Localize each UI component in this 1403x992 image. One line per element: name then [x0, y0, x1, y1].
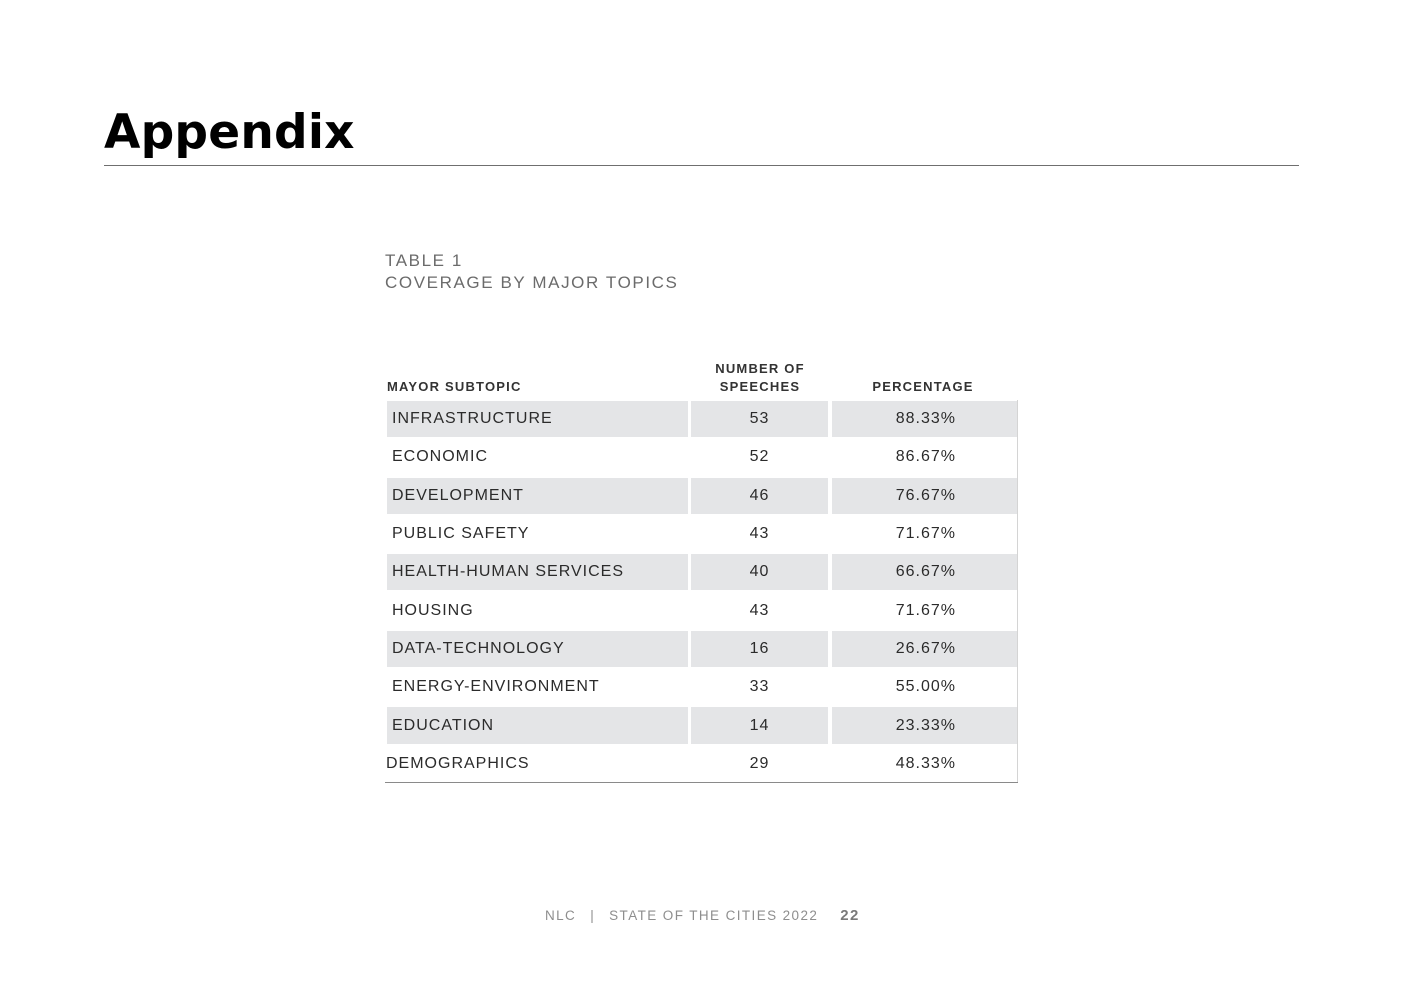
- table-row: [385, 591, 1018, 629]
- table-caption: [385, 250, 678, 294]
- table-row: [385, 706, 1018, 744]
- cell-percentage: 76.67%: [832, 478, 1017, 514]
- header-count-line2: SPEECHES: [719, 379, 801, 394]
- header-topic: MAYOR SUBTOPIC: [387, 379, 522, 394]
- footer-publication: STATE OF THE CITIES 2022: [609, 908, 819, 923]
- cell-count: 16: [691, 631, 828, 667]
- cell-count: 33: [749, 678, 770, 696]
- table-row: [385, 668, 1018, 706]
- page-number: 22: [840, 907, 860, 924]
- cell-percentage: 86.67%: [895, 448, 956, 466]
- cell-percentage: 71.67%: [895, 525, 956, 543]
- table-title: COVERAGE BY MAJOR TOPICS: [385, 273, 679, 292]
- cell-topic: HEALTH-HUMAN SERVICES: [387, 554, 688, 590]
- cell-percentage: 71.67%: [895, 601, 956, 619]
- table-right-border: [1017, 400, 1018, 783]
- table-row: [385, 477, 1018, 515]
- table-label: TABLE 1: [385, 251, 463, 270]
- table-row: [385, 438, 1018, 476]
- cell-topic: ENERGY-ENVIRONMENT: [392, 678, 600, 696]
- cell-topic: EDUCATION: [387, 707, 688, 743]
- coverage-table: [385, 356, 1018, 783]
- cell-count: 14: [691, 707, 828, 743]
- header-percentage: PERCENTAGE: [872, 379, 974, 394]
- cell-count: 52: [749, 448, 770, 466]
- cell-percentage: 48.33%: [895, 754, 956, 772]
- cell-percentage: 23.33%: [832, 707, 1017, 743]
- table-row: [385, 745, 1018, 783]
- cell-count: 43: [749, 525, 770, 543]
- cell-count: 40: [691, 554, 828, 590]
- header-count-line1: NUMBER OF: [715, 361, 805, 376]
- table-row: [385, 630, 1018, 668]
- cell-percentage: 66.67%: [832, 554, 1017, 590]
- table-row: [385, 553, 1018, 591]
- cell-topic: DEMOGRAPHICS: [386, 754, 530, 772]
- cell-topic: PUBLIC SAFETY: [392, 525, 530, 543]
- cell-topic: ECONOMIC: [392, 448, 488, 466]
- header-count: [695, 360, 825, 396]
- title-divider: [104, 165, 1299, 166]
- cell-topic: DATA-TECHNOLOGY: [387, 631, 688, 667]
- footer-org: NLC: [545, 908, 577, 923]
- table-row: [385, 400, 1018, 438]
- cell-count: 53: [691, 401, 828, 437]
- cell-topic: INFRASTRUCTURE: [387, 401, 688, 437]
- table-header: [385, 356, 1018, 400]
- cell-topic: HOUSING: [392, 601, 474, 619]
- cell-topic: DEVELOPMENT: [387, 478, 688, 514]
- cell-percentage: 88.33%: [832, 401, 1017, 437]
- table-row: [385, 515, 1018, 553]
- page-footer: [545, 906, 860, 926]
- cell-percentage: 26.67%: [832, 631, 1017, 667]
- footer-separator: |: [590, 908, 596, 923]
- page-title: Appendix: [104, 105, 355, 160]
- cell-percentage: 55.00%: [895, 678, 956, 696]
- table-bottom-rule: [385, 782, 1018, 783]
- cell-count: 29: [749, 754, 770, 772]
- cell-count: 46: [691, 478, 828, 514]
- cell-count: 43: [749, 601, 770, 619]
